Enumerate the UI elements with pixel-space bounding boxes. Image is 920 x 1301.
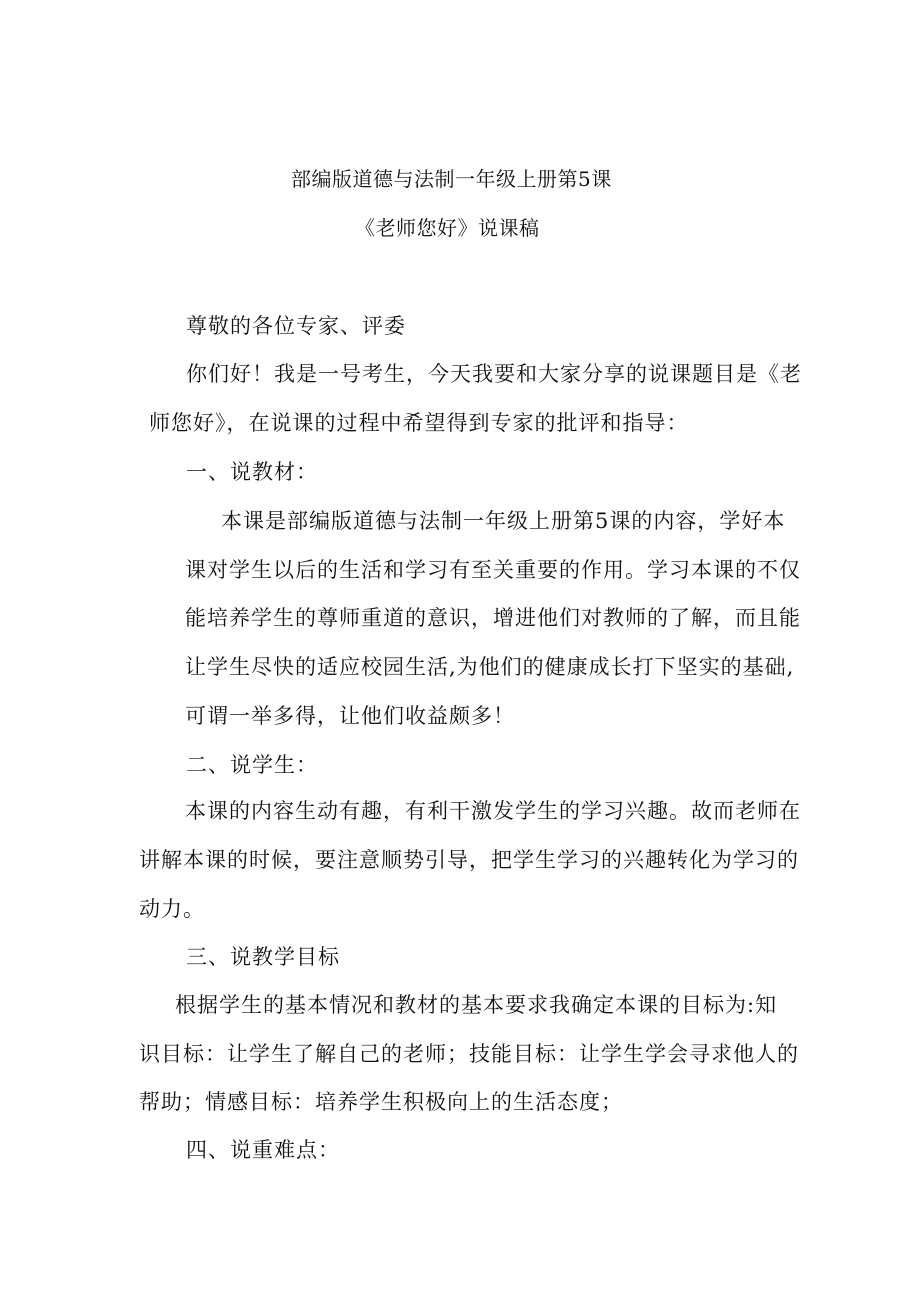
section-heading-objectives: 三、说教学目标 bbox=[186, 945, 340, 969]
intro-line-2: 师您好》，在说课的过程中希望得到专家的批评和指导： bbox=[149, 411, 689, 435]
paragraph-line: 识目标：让学生了解自己的老师；技能目标：让学生学会寻求他人的 bbox=[139, 1042, 799, 1066]
section-heading-key-points: 四、说重难点： bbox=[186, 1138, 340, 1162]
paragraph-line: 动力。 bbox=[139, 897, 205, 921]
paragraph-line: 本课是部编版道德与法制一年级上册第5课的内容，学好本 bbox=[221, 509, 786, 533]
title-line-1: 部编版道德与法制一年级上册第5课 bbox=[291, 167, 612, 191]
greeting: 尊敬的各位专家、评委 bbox=[186, 314, 406, 338]
paragraph-line: 可谓一举多得，让他们收益颇多！ bbox=[185, 704, 515, 728]
paragraph-line: 课对学生以后的生活和学习有至关重要的作用。学习本课的不仅 bbox=[185, 558, 801, 582]
section-heading-students: 二、说学生： bbox=[186, 753, 318, 777]
paragraph-line: 根据学生的基本情况和教材的基本要求我确定本课的目标为:知 bbox=[175, 993, 778, 1017]
paragraph-line: 讲解本课的时候，要注意顺势引导，把学生学习的兴趣转化为学习的 bbox=[139, 848, 799, 872]
title-line-2: 《老师您好》说课稿 bbox=[355, 216, 540, 240]
paragraph-line: 帮助；情感目标：培养学生积极向上的生活态度； bbox=[139, 1090, 623, 1114]
section-heading-textbook: 一、说教材： bbox=[186, 460, 318, 484]
paragraph-line: 本课的内容生动有趣，有利干激发学生的学习兴趣。故而老师在 bbox=[185, 799, 801, 823]
intro-line-1: 你们好！我是一号考生，今天我要和大家分享的说课题目是《老 bbox=[186, 362, 802, 386]
paragraph-line: 让学生尽快的适应校园生活,为他们的健康成长打下坚实的基础, bbox=[185, 655, 795, 679]
paragraph-line: 能培养学生的尊师重道的意识，增进他们对教师的了解，而且能 bbox=[185, 606, 801, 630]
